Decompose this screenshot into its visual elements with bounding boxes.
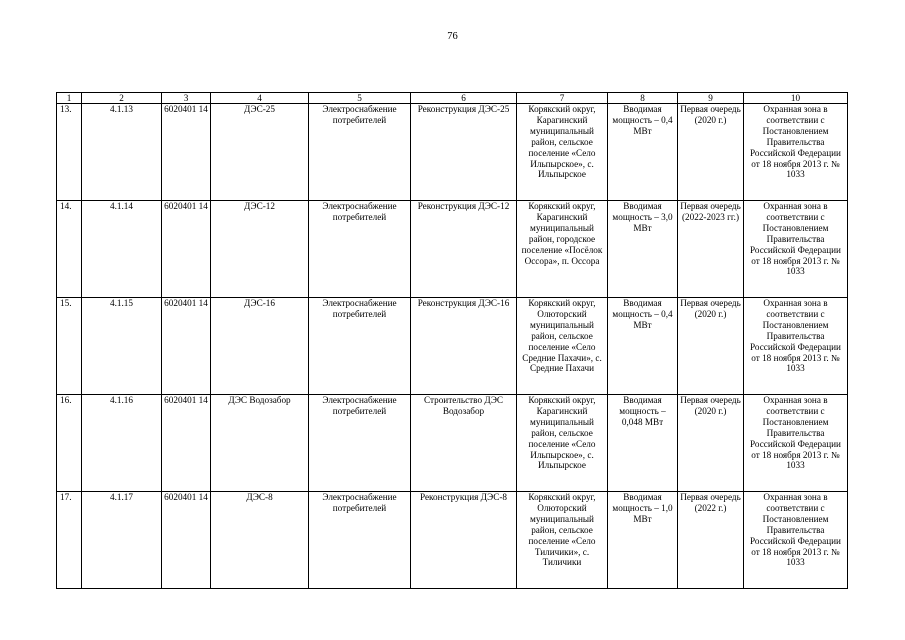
table-row bbox=[57, 492, 848, 589]
column-number: 7 bbox=[517, 93, 608, 104]
column-number: 3 bbox=[162, 93, 211, 104]
term-cell: Первая очередь (2020 г.) bbox=[678, 395, 744, 492]
location-cell: Корякский округ, Олюторский муниципальный район, сельское поселение «Село Тиличики», с. Тиличики bbox=[517, 492, 608, 589]
classifier-cell: 6020401 14 bbox=[162, 201, 211, 298]
column-number-row bbox=[57, 93, 848, 104]
facilities-table bbox=[56, 92, 848, 589]
code-cell: 4.1.13 bbox=[82, 104, 162, 201]
purpose-cell: Электроснабжение потребителей bbox=[309, 104, 411, 201]
purpose-cell: Электроснабжение потребителей bbox=[309, 492, 411, 589]
action-cell: Строительство ДЭС Водозабор bbox=[411, 395, 517, 492]
location-cell: Корякский округ, Карагинский муниципальный район, городское поселение «Посёлок Оссора», п. Оссора bbox=[517, 201, 608, 298]
characteristics-cell: Вводимая мощность – 3,0 МВт bbox=[608, 201, 678, 298]
facility-name-cell: ДЭС-16 bbox=[211, 298, 309, 395]
table-row bbox=[57, 104, 848, 201]
row-number-cell: 16. bbox=[57, 395, 82, 492]
location-cell: Корякский округ, Олюторский муниципальный район, сельское поселение «Село Средние Пахачи», с. Средние Пахачи bbox=[517, 298, 608, 395]
code-cell: 4.1.15 bbox=[82, 298, 162, 395]
purpose-cell: Электроснабжение потребителей bbox=[309, 298, 411, 395]
row-number-cell: 15. bbox=[57, 298, 82, 395]
action-cell: Реконструкция ДЭС-8 bbox=[411, 492, 517, 589]
facility-name-cell: ДЭС-25 bbox=[211, 104, 309, 201]
purpose-cell: Электроснабжение потребителей bbox=[309, 395, 411, 492]
term-cell: Первая очередь (2022-2023 гг.) bbox=[678, 201, 744, 298]
column-number: 2 bbox=[82, 93, 162, 104]
column-number: 10 bbox=[744, 93, 848, 104]
protection-zone-cell: Охранная зона в соответствии с Постановлением Правительства Российской Федерации от 18 ноября 2013 г. № 1033 bbox=[744, 492, 848, 589]
classifier-cell: 6020401 14 bbox=[162, 492, 211, 589]
table-row bbox=[57, 395, 848, 492]
purpose-cell: Электроснабжение потребителей bbox=[309, 201, 411, 298]
characteristics-cell: Вводимая мощность – 0,048 МВт bbox=[608, 395, 678, 492]
classifier-cell: 6020401 14 bbox=[162, 298, 211, 395]
page-number: 76 bbox=[447, 31, 458, 42]
code-cell: 4.1.14 bbox=[82, 201, 162, 298]
classifier-cell: 6020401 14 bbox=[162, 104, 211, 201]
row-number-cell: 13. bbox=[57, 104, 82, 201]
table-row bbox=[57, 201, 848, 298]
characteristics-cell: Вводимая мощность – 0,4 МВт bbox=[608, 298, 678, 395]
table-body bbox=[57, 93, 848, 589]
protection-zone-cell: Охранная зона в соответствии с Постановлением Правительства Российской Федерации от 18 ноября 2013 г. № 1033 bbox=[744, 395, 848, 492]
characteristics-cell: Вводимая мощность – 1,0 МВт bbox=[608, 492, 678, 589]
term-cell: Первая очередь (2022 г.) bbox=[678, 492, 744, 589]
protection-zone-cell: Охранная зона в соответствии с Постановлением Правительства Российской Федерации от 18 ноября 2013 г. № 1033 bbox=[744, 298, 848, 395]
action-cell: Реконструкция ДЭС-16 bbox=[411, 298, 517, 395]
column-number: 1 bbox=[57, 93, 82, 104]
row-number-cell: 14. bbox=[57, 201, 82, 298]
classifier-cell: 6020401 14 bbox=[162, 395, 211, 492]
row-number-cell: 17. bbox=[57, 492, 82, 589]
location-cell: Корякский округ, Карагинский муниципальный район, сельское поселение «Село Ильпырское», с. Ильпырское bbox=[517, 104, 608, 201]
facility-name-cell: ДЭС-12 bbox=[211, 201, 309, 298]
table-row bbox=[57, 298, 848, 395]
characteristics-cell: Вводимая мощность – 0,4 МВт bbox=[608, 104, 678, 201]
term-cell: Первая очередь (2020 г.) bbox=[678, 298, 744, 395]
code-cell: 4.1.16 bbox=[82, 395, 162, 492]
column-number: 6 bbox=[411, 93, 517, 104]
facility-name-cell: ДЭС Водозабор bbox=[211, 395, 309, 492]
column-number: 4 bbox=[211, 93, 309, 104]
column-number: 9 bbox=[678, 93, 744, 104]
protection-zone-cell: Охранная зона в соответствии с Постановлением Правительства Российской Федерации от 18 ноября 2013 г. № 1033 bbox=[744, 201, 848, 298]
action-cell: Реконструкция ДЭС-25 bbox=[411, 104, 517, 201]
action-cell: Реконструкция ДЭС-12 bbox=[411, 201, 517, 298]
column-number: 8 bbox=[608, 93, 678, 104]
column-number: 5 bbox=[309, 93, 411, 104]
protection-zone-cell: Охранная зона в соответствии с Постановлением Правительства Российской Федерации от 18 ноября 2013 г. № 1033 bbox=[744, 104, 848, 201]
location-cell: Корякский округ, Карагинский муниципальный район, сельское поселение «Село Ильпырское», с. Ильпырское bbox=[517, 395, 608, 492]
term-cell: Первая очередь (2020 г.) bbox=[678, 104, 744, 201]
facility-name-cell: ДЭС-8 bbox=[211, 492, 309, 589]
code-cell: 4.1.17 bbox=[82, 492, 162, 589]
